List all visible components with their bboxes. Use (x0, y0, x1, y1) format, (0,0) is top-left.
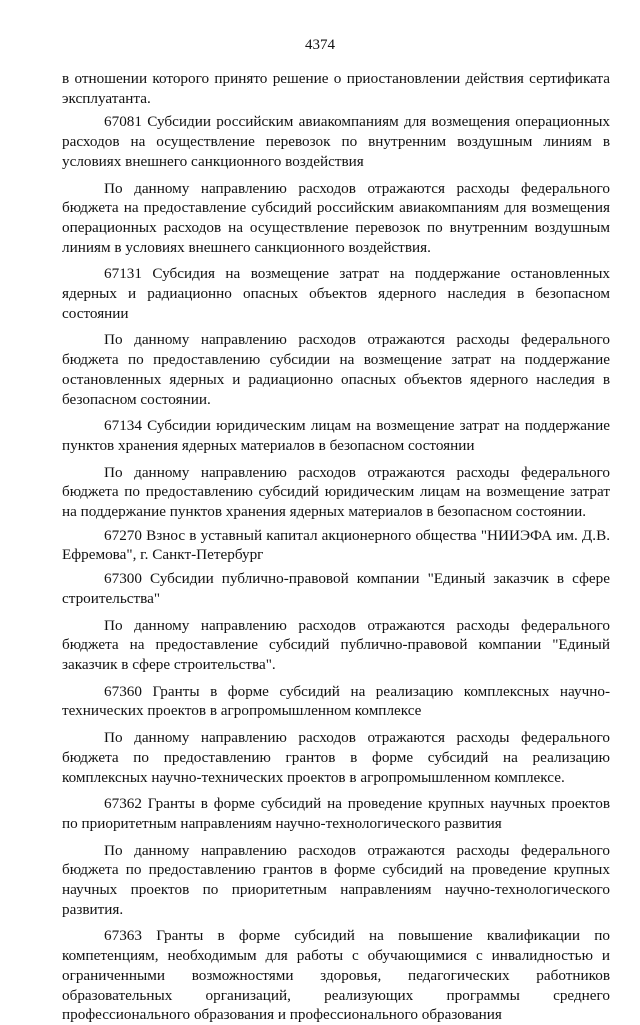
section-heading-67360: 67360 Гранты в форме субсидий на реализацию комплексных научно-технических проектов в агропромышленном комплексе (62, 682, 610, 720)
section-heading-67363: 67363 Гранты в форме субсидий на повышение квалификации по компетенциям, необходимым для работы с обучающимися с инвалидностью и ограниченными возможностями здоровья, педагогических работников образовательных организаций, реализующих программы среднего профессионального образования и профессионального образования (62, 927, 610, 1024)
section-heading-67270: 67270 Взнос в уставный капитал акционерного общества "НИИЭФА им. Д.В. Ефремова", г. Санкт-Петербург (62, 526, 610, 564)
paragraph-67131-description: По данному направлению расходов отражаются расходы федерального бюджета по предоставлению субсидии на возмещение затрат на поддержание остановленных ядерных и радиационно опасных объектов ядерного наследия в безопасном состоянии. (62, 331, 610, 408)
paragraph-67362-description: По данному направлению расходов отражаются расходы федерального бюджета по предоставлению грантов в форме субсидий на проведение крупных научных проектов по приоритетным направлениям научно-технологического развития. (62, 841, 610, 918)
document-body (62, 69, 610, 1025)
paragraph-67360-description: По данному направлению расходов отражаются расходы федерального бюджета по предоставлению грантов в форме субсидий на реализацию комплексных научно-технических проектов в агропромышленном комплексе. (62, 729, 610, 786)
paragraph-67081-description: По данному направлению расходов отражаются расходы федерального бюджета на предоставление субсидий российским авиакомпаниям для возмещения операционных расходов на осуществление перевозок по внутренним воздушным линиям в условиях внешнего санкционного воздействия. (62, 179, 610, 256)
section-heading-67362: 67362 Гранты в форме субсидий на проведение крупных научных проектов по приоритетным направлениям научно-технологического развития (62, 795, 610, 832)
section-heading-67300: 67300 Субсидии публично-правовой компании "Единый заказчик в сфере строительства" (62, 570, 610, 607)
section-heading-67131: 67131 Субсидия на возмещение затрат на поддержание остановленных ядерных и радиационно опасных объектов ядерного наследия в безопасном состоянии (62, 265, 610, 322)
paragraph-67134-description: По данному направлению расходов отражаются расходы федерального бюджета по предоставлению субсидий юридическим лицам на возмещение затрат на поддержание пунктов хранения ядерных материалов в безопасном состоянии. (62, 463, 610, 521)
paragraph-continuation: в отношении которого принято решение о приостановлении действия сертификата эксплуатанта. (62, 70, 610, 107)
section-heading-67081: 67081 Субсидии российским авиакомпаниям для возмещения операционных расходов на осуществление перевозок по внутренним воздушным линиям в условиях внешнего санкционного воздействия (62, 113, 610, 170)
page-number: 4374 (305, 37, 335, 53)
section-heading-67134: 67134 Субсидии юридическим лицам на возмещение затрат на поддержание пунктов хранения ядерных материалов в безопасном состоянии (62, 417, 610, 454)
paragraph-67300-description: По данному направлению расходов отражаются расходы федерального бюджета на предоставление субсидий публично-правовой компании "Единый заказчик в сфере строительства". (62, 616, 610, 673)
